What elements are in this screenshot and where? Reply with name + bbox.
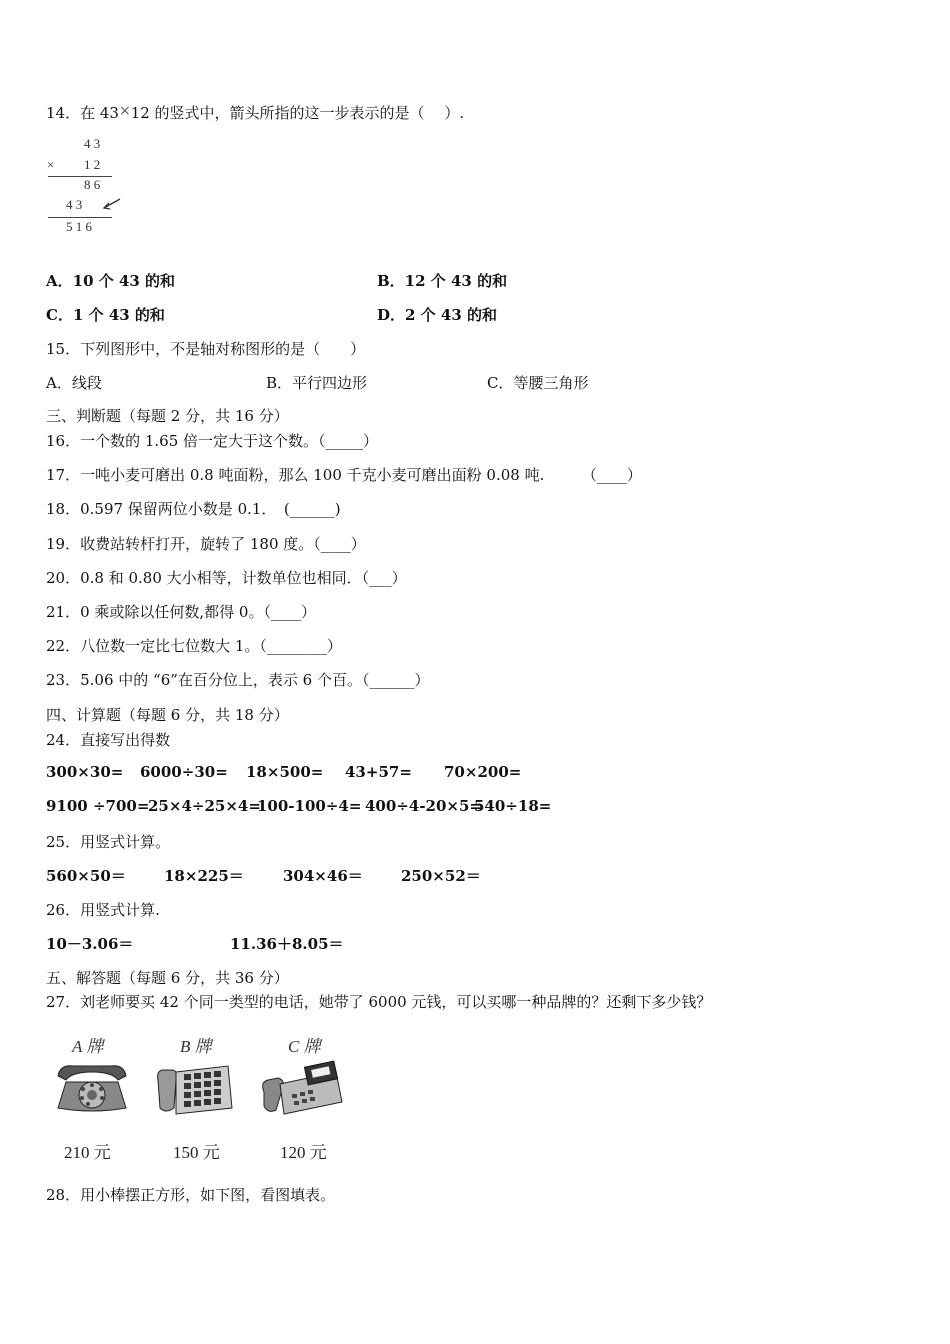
q15-option-b: B．平行四边形 (266, 374, 368, 392)
q25-stem: 25．用竖式计算。 (46, 833, 171, 851)
q24-item: 100-100÷4= (257, 797, 362, 815)
q25-item: 18×225＝ (164, 867, 244, 885)
q24-item: 300×30= (46, 763, 124, 781)
arrow-icon (100, 196, 124, 212)
keypad-phone-icon (152, 1058, 236, 1118)
q15-option-a: A．线段 (46, 374, 102, 392)
q15-option-c: C．等腰三角形 (487, 374, 589, 392)
judge-16: 16．一个数的 1.65 倍一定大于这个数。（_____） (46, 432, 379, 450)
q14-stem: 14．在 43×12 的竖式中，箭头所指的这一步表示的是（ ）. (46, 103, 465, 122)
q24-item: 400÷4-20×5= (365, 797, 482, 815)
q24-item: 540÷18= (474, 797, 552, 815)
q24-item: 25×4÷25×4= (148, 797, 261, 815)
q25-item: 250×52＝ (401, 867, 481, 885)
phone-b-price: 150 元 (173, 1143, 220, 1162)
q14-option-b: B．12 个 43 的和 (377, 272, 508, 290)
q27-stem: 27．刘老师要买 42 个同一类型的电话，她带了 6000 元钱，可以买哪一种品牌的？还剩下多少钱？ (46, 993, 712, 1011)
rotary-phone-icon (52, 1060, 130, 1116)
q24-item: 43+57= (345, 763, 412, 781)
phone-c-label: C 牌 (288, 1037, 321, 1056)
judge-19: 19．收费站转杆打开，旋转了 180 度。（____） (46, 535, 366, 553)
judge-17: 17．一吨小麦可磨出 0.8 吨面粉，那么 100 千克小麦可磨出面粉 0.08 吨. （____） (46, 466, 642, 484)
judge-18: 18．0.597 保留两位小数是 0.1． (______) (46, 500, 341, 518)
display-phone-icon (258, 1058, 346, 1120)
phone-a-label: A 牌 (72, 1037, 104, 1056)
q25-item: 560×50＝ (46, 867, 126, 885)
q24-item: 6000÷30= (140, 763, 228, 781)
q14-option-a: A．10 个 43 的和 (46, 272, 176, 290)
judge-22: 22．八位数一定比七位数大 1。（________） (46, 637, 342, 655)
q14-option-c: C．1 个 43 的和 (46, 306, 165, 324)
q14-option-d: D．2 个 43 的和 (377, 306, 497, 324)
q26-item: 11.36＋8.05＝ (230, 935, 344, 953)
section-calc-title: 四、计算题（每题 6 分，共 18 分） (46, 706, 289, 724)
judge-20: 20．0.8 和 0.80 大小相等，计数单位也相同．（___） (46, 569, 407, 587)
judge-21: 21．0 乘或除以任何数,都得 0。（____） (46, 603, 316, 621)
judge-23: 23．5.06 中的 “6”在百分位上，表示 6 个百。（______） (46, 671, 430, 689)
q24-item: 18×500= (246, 763, 324, 781)
q24-item: 70×200= (444, 763, 522, 781)
section-solve-title: 五、解答题（每题 6 分，共 36 分） (46, 969, 289, 987)
q24-stem: 24．直接写出得数 (46, 731, 171, 749)
phone-b-label: B 牌 (180, 1037, 212, 1056)
phone-a-price: 210 元 (64, 1143, 111, 1162)
q24-item: 9100 ÷700= (46, 797, 150, 815)
q28-stem: 28．用小棒摆正方形，如下图，看图填表。 (46, 1186, 336, 1204)
q26-stem: 26．用竖式计算. (46, 901, 160, 919)
phone-c-price: 120 元 (280, 1143, 327, 1162)
q26-item: 10－3.06＝ (46, 935, 134, 953)
q15-stem: 15．下列图形中，不是轴对称图形的是（ ） (46, 340, 366, 358)
q25-item: 304×46＝ (283, 867, 363, 885)
section-judge-title: 三、判断题（每题 2 分，共 16 分） (46, 407, 289, 425)
